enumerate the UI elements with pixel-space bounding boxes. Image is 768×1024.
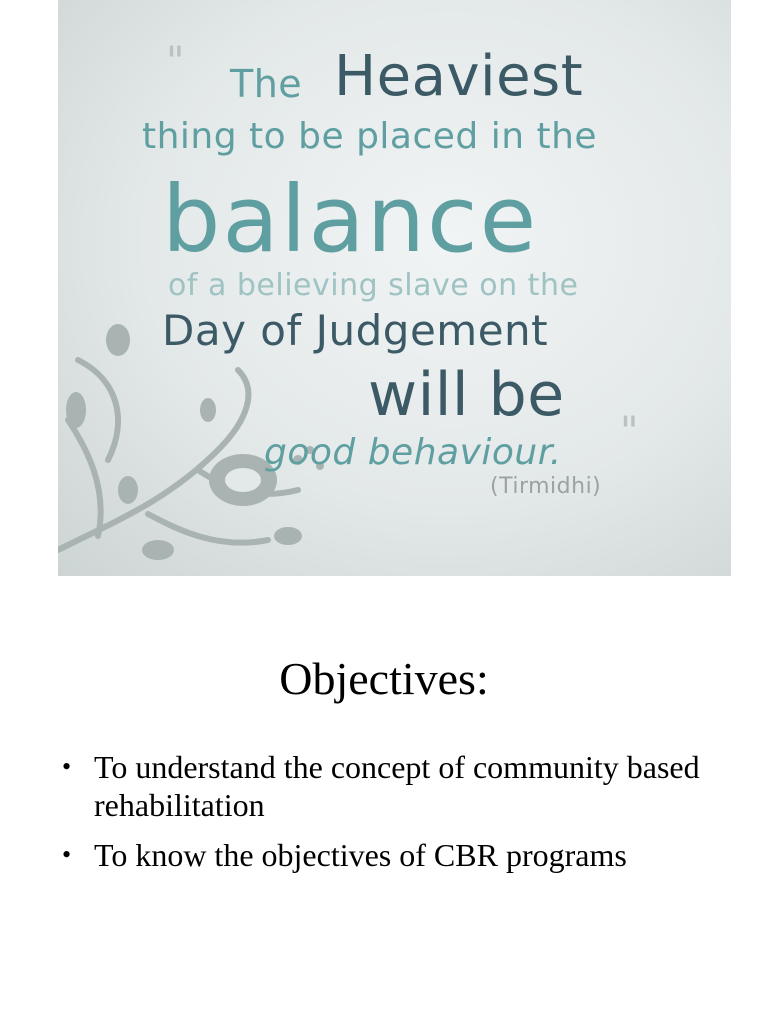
quote-line-2: thing to be placed in the — [142, 116, 598, 157]
quote-line-heaviest: Heaviest — [334, 44, 584, 109]
quote-line-4: of a believing slave on the — [168, 268, 579, 303]
list-item — [62, 748, 722, 824]
close-quote-mark: " — [620, 409, 639, 455]
slide-title: Objectives: — [279, 653, 489, 704]
list-item — [62, 836, 722, 874]
objectives-list — [62, 748, 722, 886]
bullet-icon: • — [62, 752, 72, 781]
quote-image — [58, 0, 731, 576]
bullet-text: To know the objectives of CBR programs — [94, 837, 627, 873]
quote-line-day-of-judgement: Day of Judgement — [162, 306, 549, 355]
bullet-icon: • — [62, 840, 72, 869]
bullet-text: To understand the concept of community based rehabilitation — [94, 749, 700, 823]
open-quote-mark: " — [166, 39, 185, 85]
quote-line-good-behaviour: good behaviour. — [264, 432, 562, 473]
quote-attribution: (Tirmidhi) — [490, 474, 602, 499]
quote-line-the: The — [230, 62, 303, 106]
quote-line-will-be: will be — [368, 360, 565, 430]
quote-line-balance: balance — [162, 166, 539, 273]
